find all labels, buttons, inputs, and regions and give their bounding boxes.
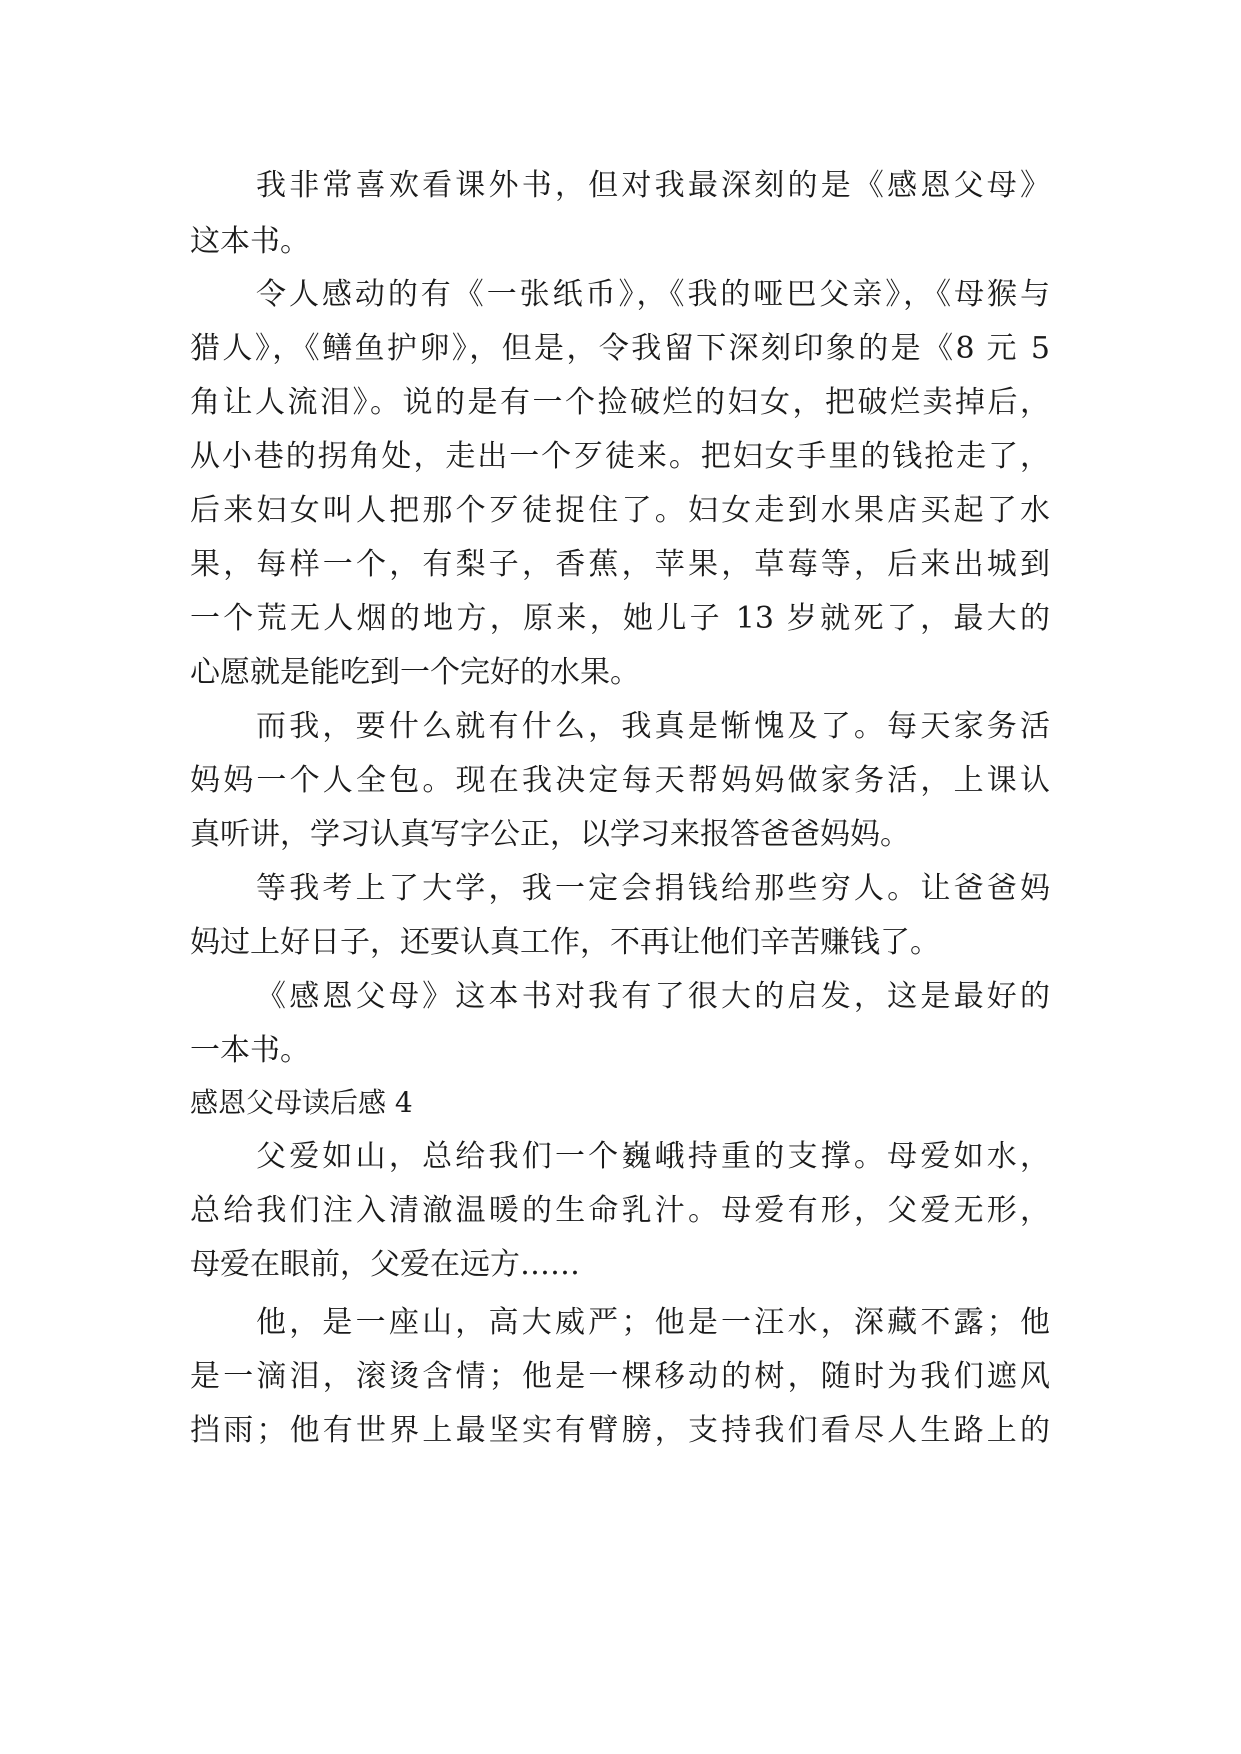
text-line: 父爱如山，总给我们一个巍峨持重的支撑。母爱如水， [256, 1139, 1050, 1174]
text-line: 《感恩父母》这本书对我有了很大的启发，这是最好的 [256, 979, 1050, 1014]
text-line: 心愿就是能吃到一个完好的水果。 [190, 655, 640, 690]
text-line: 等我考上了大学，我一定会捐钱给那些穷人。让爸爸妈 [256, 871, 1050, 906]
text-line: 总给我们注入清澈温暖的生命乳汁。母爱有形，父爱无形， [190, 1193, 1050, 1228]
text-line: 这本书。 [190, 224, 310, 259]
text-line: 母爱在眼前，父爱在远方…… [190, 1247, 580, 1282]
section-heading: 感恩父母读后感 4 [190, 1086, 413, 1119]
text-line: 角让人流泪》。说的是有一个捡破烂的妇女，把破烂卖掉后， [190, 385, 1050, 420]
text-line: 令人感动的有《一张纸币》，《我的哑巴父亲》，《母猴与 [256, 277, 1050, 312]
text-line: 妈过上好日子，还要认真工作，不再让他们辛苦赚钱了。 [190, 925, 940, 960]
text-line: 果，每样一个，有梨子，香蕉，苹果，草莓等，后来出城到 [190, 547, 1050, 582]
text-line: 是一滴泪，滚烫含情；他是一棵移动的树，随时为我们遮风 [190, 1359, 1050, 1394]
text-line: 而我，要什么就有什么，我真是惭愧及了。每天家务活 [256, 709, 1050, 744]
text-line: 一本书。 [190, 1033, 310, 1068]
text-line: 妈妈一个人全包。现在我决定每天帮妈妈做家务活，上课认 [190, 763, 1050, 798]
text-line: 真听讲，学习认真写字公正，以学习来报答爸爸妈妈。 [190, 817, 910, 852]
text-line: 挡雨；他有世界上最坚实有臂膀，支持我们看尽人生路上的 [190, 1413, 1050, 1448]
text-line: 从小巷的拐角处，走出一个歹徒来。把妇女手里的钱抢走了， [190, 439, 1050, 474]
text-line: 他，是一座山，高大威严；他是一汪水，深藏不露；他 [256, 1305, 1050, 1340]
text-line: 后来妇女叫人把那个歹徒捉住了。妇女走到水果店买起了水 [190, 493, 1050, 528]
text-line: 一个荒无人烟的地方，原来，她儿子 13 岁就死了，最大的 [190, 601, 1050, 636]
text-line: 猎人》，《鳝鱼护卵》，但是，令我留下深刻印象的是《8 元 5 [190, 331, 1050, 366]
text-line: 我非常喜欢看课外书，但对我最深刻的是《感恩父母》 [256, 168, 1050, 203]
